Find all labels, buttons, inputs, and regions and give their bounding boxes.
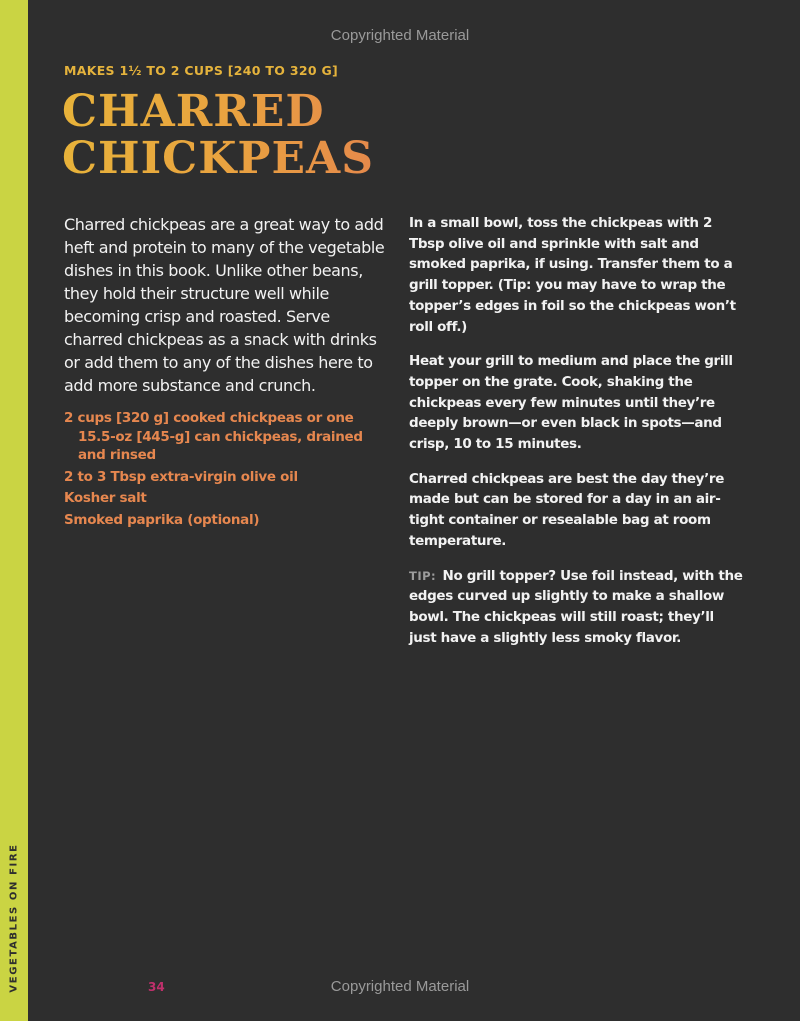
ingredient-item: Kosher salt <box>64 490 147 506</box>
book-title-running-head: VEGETABLES ON FIRE <box>8 843 20 993</box>
tip-label: TIP: <box>409 568 437 583</box>
recipe-title-line-1: CHARRED <box>62 86 325 137</box>
method-column <box>409 213 744 662</box>
ingredient-item: 2 cups [320 g] cooked chickpeas or one 15.5-oz [445-g] can chickpeas, drained and rinsed <box>64 410 363 463</box>
recipe-intro: Charred chickpeas are a great way to add heft and protein to many of the vegetable dishes in this book. Unlike other beans, they hold their structure well while becoming crisp and roasted. Serve charred chickpeas as a snack with drinks or add them to any of the dishes here to add more substance and crunch. <box>64 215 385 395</box>
page-number: 34 <box>148 980 165 994</box>
tip-paragraph <box>409 566 744 649</box>
method-step: Charred chickpeas are best the day they’re made but can be stored for a day in an air-tight container or resealable bag at room temperature. <box>409 470 725 549</box>
ingredient-list <box>64 409 364 532</box>
watermark-top: Copyrighted Material <box>330 27 470 44</box>
method-step: In a small bowl, toss the chickpeas with 2 Tbsp olive oil and sprinkle with salt and smoked paprika, if using. Transfer them to a grill topper. (Tip: you may have to wrap the topper’s edges in foil so the chickpeas won’t roll off.) <box>409 215 736 335</box>
watermark-bottom: Copyrighted Material <box>330 978 470 995</box>
tip-text: No grill topper? Use foil instead, with the edges curved up slightly to make a shallow bowl. The chickpeas will still roast; they’ll just have a slightly less smoky flavor. <box>409 567 743 646</box>
recipe-title <box>62 88 374 182</box>
recipe-yield: MAKES 1½ TO 2 CUPS [240 TO 320 G] <box>64 63 339 78</box>
ingredient-item: Smoked paprika (optional) <box>64 511 260 528</box>
ingredient-item: 2 to 3 Tbsp extra-virgin olive oil <box>64 468 298 485</box>
recipe-title-line-2: CHICKPEAS <box>62 133 374 184</box>
method-step: Heat your grill to medium and place the grill topper on the grate. Cook, shaking the chickpeas every few minutes until they’re deeply brown—or even black in spots—and crisp, 10 to 15 minutes. <box>409 353 733 453</box>
